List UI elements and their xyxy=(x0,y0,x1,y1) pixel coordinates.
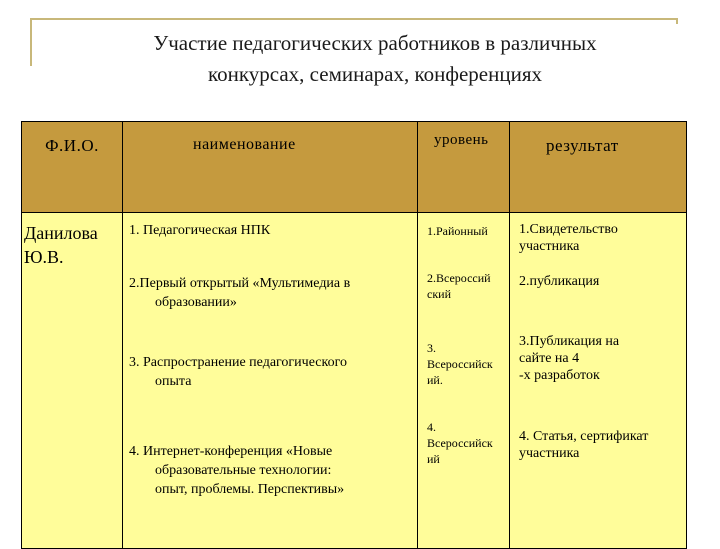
frame-top-line xyxy=(30,18,678,20)
level-text-line: 1.Районный xyxy=(427,224,488,238)
title-line-2: конкурсах, семинарах, конференциях xyxy=(208,62,542,86)
data-row xyxy=(22,213,687,549)
entry-level-3 xyxy=(418,340,509,388)
level-text-line: 2.Всероссий xyxy=(427,271,491,285)
name-text-line: 2.Первый открытый «Мультимедиа в xyxy=(129,276,351,291)
result-text-line: сайте на 4 xyxy=(519,351,580,366)
result-text-line: 4. Статья, сертификат xyxy=(519,429,649,444)
frame-left-line xyxy=(30,18,32,66)
name-text-line: опыт, проблемы. Перспективы» xyxy=(155,482,345,497)
header-fio: Ф.И.О. xyxy=(22,122,123,213)
header-level: уровень xyxy=(418,122,510,213)
level-column xyxy=(418,213,509,548)
entry-result-4 xyxy=(510,428,686,462)
level-text-line: ий. xyxy=(427,373,443,387)
entry-level-1 xyxy=(418,223,509,239)
page-title xyxy=(40,28,710,90)
result-text-line: 3.Публикация на xyxy=(519,334,620,349)
person-initials: Ю.В. xyxy=(24,247,64,267)
person-cell xyxy=(22,213,123,549)
level-text-line: 4. xyxy=(427,420,436,434)
name-column xyxy=(123,213,417,548)
name-text-line: образовательные технологии: xyxy=(155,463,332,478)
level-text-line: Всероссийск xyxy=(427,436,493,450)
result-text-line: -х разработок xyxy=(519,368,600,383)
result-cell xyxy=(510,213,687,549)
level-text-line: Всероссийск xyxy=(427,357,493,371)
name-text-line: 3. Распространение педагогического xyxy=(129,355,347,370)
level-text-line: ский xyxy=(427,287,451,301)
result-text-line: участника xyxy=(519,239,580,254)
entry-name-2 xyxy=(123,274,417,312)
result-text-line: участника xyxy=(519,446,580,461)
entry-result-2 xyxy=(510,273,686,290)
header-row xyxy=(22,122,687,213)
name-text-line: 1. Педагогическая НПК xyxy=(129,223,271,238)
result-text-line: 1.Свидетельство xyxy=(519,222,618,237)
entry-result-3 xyxy=(510,333,686,384)
frame-right-line xyxy=(676,18,678,24)
name-text-line: опыта xyxy=(155,374,192,389)
result-column xyxy=(510,213,686,548)
result-text-line: 2.публикация xyxy=(519,274,600,289)
title-line-1: Участие педагогических работников в различных xyxy=(153,31,597,55)
entry-level-4 xyxy=(418,419,509,467)
entry-name-3 xyxy=(123,353,417,391)
name-text-line: образовании» xyxy=(155,295,237,310)
entry-level-2 xyxy=(418,270,509,302)
level-text-line: ий xyxy=(427,452,440,466)
name-text-line: 4. Интернет-конференция «Новые xyxy=(129,444,333,459)
header-result: результат xyxy=(510,122,687,213)
level-cell xyxy=(418,213,510,549)
level-text-line: 3. xyxy=(427,341,436,355)
participation-table xyxy=(21,121,687,549)
name-cell xyxy=(123,213,418,549)
entry-name-4 xyxy=(123,442,417,499)
header-name: наименование xyxy=(123,122,418,213)
entry-result-1 xyxy=(510,221,686,255)
person-surname: Данилова xyxy=(24,223,98,243)
entry-name-1 xyxy=(123,221,417,240)
